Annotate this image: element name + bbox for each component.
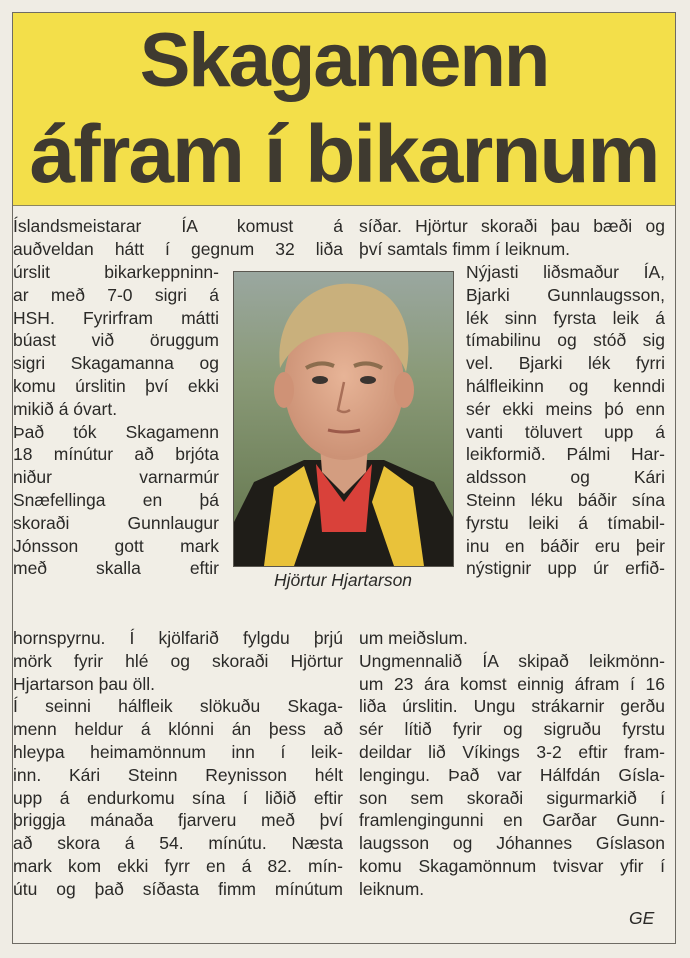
text-line: Bjarki Gunnlaugsson, bbox=[466, 284, 665, 305]
text-line: inn. Kári Steinn Reynisson hélt bbox=[13, 764, 343, 785]
text-line: síðar. Hjörtur skoraði þau bæði og bbox=[359, 216, 665, 236]
headline-banner bbox=[13, 13, 675, 206]
text-line: ar með 7-0 sigri á bbox=[13, 284, 219, 305]
text-line: HSH. Fyrirfram mátti bbox=[13, 307, 219, 328]
text-line: fyrstu leiki á tímabil- bbox=[466, 512, 665, 533]
text-line: son sem skoraði sigurmarkið í bbox=[359, 787, 665, 808]
text-line: mörk fyrir hlé og skoraði Hjörtur bbox=[13, 650, 343, 671]
text-line: auðveldan hátt í gegnum 32 liða bbox=[13, 238, 343, 259]
text-line: Það tók Skagamenn bbox=[13, 421, 219, 442]
text-line: útu og það síðasta fimm mínútum bbox=[13, 878, 343, 899]
text-line: hleypa heimamönnum inn í leik- bbox=[13, 741, 343, 762]
column-2-bottom bbox=[359, 627, 665, 901]
column-2-top bbox=[359, 215, 665, 261]
text-line: skoraði Gunnlaugur bbox=[13, 512, 219, 533]
column-1-bottom bbox=[13, 627, 343, 901]
text-line: niður varnarmúr bbox=[13, 467, 219, 488]
portrait-illustration bbox=[234, 272, 453, 566]
text-line: lék sinn fyrsta leik á bbox=[466, 307, 665, 328]
text-line: lengingu. Það var Hálfdán Gísla- bbox=[359, 764, 665, 785]
text-line: Í seinni hálfleik slökuðu Skaga- bbox=[13, 696, 343, 717]
text-line: Jónsson gott mark bbox=[13, 535, 219, 556]
text-line: tímabilinu og stóð sig bbox=[466, 330, 665, 351]
text-line: hornspyrnu. Í kjölfarið fylgdu þrjú bbox=[13, 628, 343, 648]
headline-line-2: áfram í bikarnum bbox=[29, 109, 659, 200]
text-line: vanti töluvert upp á bbox=[466, 421, 665, 442]
text-line: úrslit bikarkeppninn- bbox=[13, 262, 219, 282]
text-line: Steinn léku báðir sína bbox=[466, 489, 665, 510]
text-line: um meiðslum. bbox=[359, 628, 468, 648]
text-line: komu Skagamönnum tvisvar yfir í bbox=[359, 855, 665, 876]
text-line: sér ekki meins þó enn bbox=[466, 398, 665, 419]
text-line: því samtals fimm í leiknum. bbox=[359, 238, 571, 259]
text-line: um 23 ára komst einnig áfram í 16 bbox=[359, 673, 665, 694]
text-line: komu úrslitin því ekki bbox=[13, 375, 219, 396]
text-line: Nýjasti liðsmaður ÍA, bbox=[466, 262, 665, 282]
text-line: mark kom ekki fyrr en á 82. mín- bbox=[13, 855, 343, 876]
text-line: inu en báðir eru þeir bbox=[466, 535, 665, 556]
text-line: leikformið. Pálmi Har- bbox=[466, 444, 665, 465]
text-line: menn heldur á klónni án þess að bbox=[13, 719, 343, 740]
text-line: 18 mínútur að brjóta bbox=[13, 444, 219, 465]
column-2-wrap bbox=[466, 261, 665, 580]
text-line: aldsson og Kári bbox=[466, 467, 665, 488]
player-photo bbox=[233, 271, 454, 567]
text-line: deildar lið Víkings 3-2 eftir fram- bbox=[359, 741, 665, 762]
text-line: liða úrslitin. Ungu strákarnir gerðu bbox=[359, 696, 665, 717]
author-signoff: GE bbox=[629, 908, 655, 928]
text-line: Hjartarson þau öll. bbox=[13, 673, 156, 694]
text-line: sigri Skagamanna og bbox=[13, 353, 219, 374]
column-1-wrap bbox=[13, 261, 219, 580]
text-line: hálfleikinn og kenndi bbox=[466, 375, 665, 396]
text-line: laugsson og Jóhannes Gíslason bbox=[359, 833, 665, 854]
text-line: að skora á 54. mínútu. Næsta bbox=[13, 833, 343, 854]
text-line: þriggja mánaða fjarveru með því bbox=[13, 810, 343, 831]
photo-caption: Hjörtur Hjartarson bbox=[273, 570, 413, 590]
text-line: upp á endurkomu sína í liðið eftir bbox=[13, 787, 343, 808]
text-line: leiknum. bbox=[359, 878, 425, 899]
column-1-top bbox=[13, 215, 343, 261]
text-line: Ungmennalið ÍA skipað leikmönn- bbox=[359, 650, 665, 671]
text-line: Íslandsmeistarar ÍA komust á bbox=[13, 216, 343, 236]
text-line: búast við öruggum bbox=[13, 330, 219, 351]
text-line: með skalla eftir bbox=[13, 558, 219, 579]
text-line: mikið á óvart. bbox=[13, 398, 118, 419]
article-frame bbox=[12, 12, 676, 944]
text-line: vel. Bjarki lék fyrri bbox=[466, 353, 665, 374]
text-line: nýstignir upp úr erfið- bbox=[466, 558, 665, 579]
text-line: framlengingunni en Garðar Gunn- bbox=[359, 810, 665, 831]
text-line: Snæfellinga en þá bbox=[13, 489, 219, 510]
headline-line-1: Skagamenn bbox=[139, 18, 549, 103]
text-line: sér lítið fyrir og sigruðu fyrstu bbox=[359, 719, 665, 740]
